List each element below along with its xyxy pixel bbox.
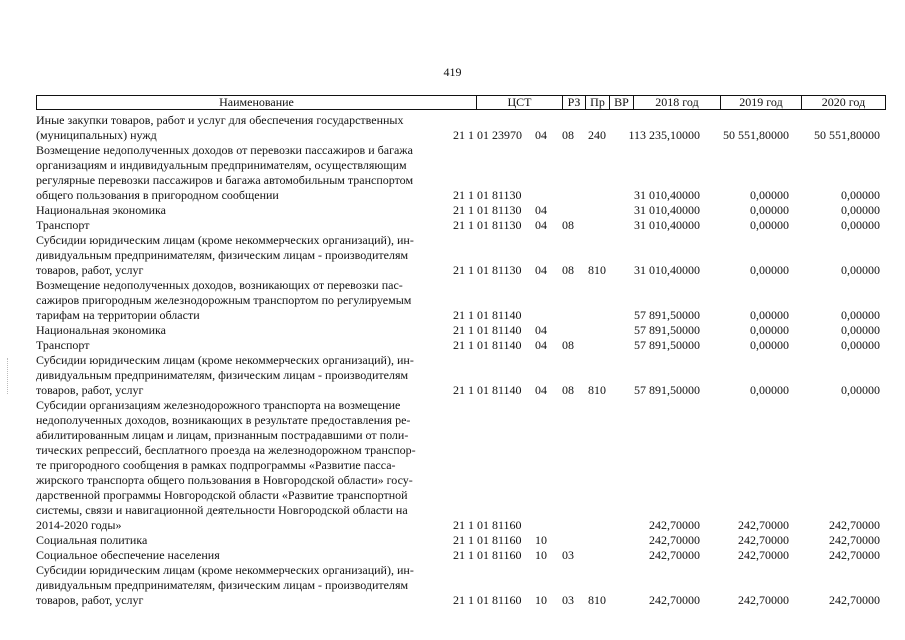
header-rz: РЗ (563, 96, 586, 109)
row-name: Возмещение недополученных доходов от перевозки пассажиров и багажа организациям и индивидуальным предпринимателям, осуществляющим регулярные перевозки пассажиров и багажа автомобильным транспортом общего пользования в пригородном сообщении (36, 143, 414, 202)
row-y2019: 0,00000 (750, 188, 789, 202)
table-row (36, 233, 886, 278)
row-cst: 21 1 01 81140 (453, 308, 522, 322)
header-2018: 2018 год (634, 96, 721, 109)
row-y2019: 0,00000 (750, 338, 789, 352)
row-y2018: 242,70000 (649, 518, 700, 532)
table-row (36, 398, 886, 533)
row-rz: 04 (535, 338, 547, 352)
row-pr: 08 (562, 383, 574, 397)
page-number: 419 (443, 65, 462, 79)
row-cst: 21 1 01 81130 (453, 218, 522, 232)
row-y2019: 0,00000 (750, 203, 789, 217)
row-name: Субсидии юридическим лицам (кроме некоммерческих организаций), ин- дивидуальным предпринимателям, физическим лицам - производителям товаров, работ, услуг (36, 353, 414, 397)
table-row (36, 113, 886, 143)
row-pr: 08 (562, 128, 574, 142)
header-cst: ЦСТ (477, 96, 563, 109)
row-name: Транспорт (36, 338, 90, 352)
row-y2018: 57 891,50000 (634, 383, 700, 397)
row-rz: 04 (535, 128, 547, 142)
row-y2018: 242,70000 (649, 533, 700, 547)
row-y2019: 242,70000 (738, 548, 789, 562)
header-2019: 2019 год (721, 96, 802, 109)
row-pr: 08 (562, 218, 574, 232)
row-pr: 08 (562, 263, 574, 277)
row-cst: 21 1 01 81130 (453, 263, 522, 277)
row-pr: 03 (562, 548, 574, 562)
table-row (36, 548, 886, 563)
row-cst: 21 1 01 23970 (453, 128, 522, 142)
table-header (36, 95, 886, 110)
row-cst: 21 1 01 81140 (453, 338, 522, 352)
table-row (36, 533, 886, 548)
row-cst: 21 1 01 81160 (453, 548, 522, 562)
row-y2018: 242,70000 (649, 593, 700, 607)
row-name: Субсидии организациям железнодорожного транспорта на возмещение недополученных доходов, возникающих в результате предоставления ре- абилитированным лицам и лицам, признанным пострадавшими от поли- тических репрессий, бесплатного проезда на железнодорожном транспор- те пригородного сообщения в рамках подпрограммы «Развитие пасса- жирского транспорта общего пользования в Новгородской области» госу- дарственной программы Новгородской области «Развитие транспортной системы, связи и навигационной деятельности Новгородской области на 2014-2020 годы» (36, 398, 416, 532)
table-body (36, 113, 886, 608)
margin-mark (7, 358, 9, 394)
row-y2019: 242,70000 (738, 593, 789, 607)
row-name: Субсидии юридическим лицам (кроме некоммерческих организаций), ин- дивидуальным предпринимателям, физическим лицам - производителям товаров, работ, услуг (36, 563, 414, 607)
table-row (36, 218, 886, 233)
row-rz: 04 (535, 218, 547, 232)
row-y2018: 57 891,50000 (634, 308, 700, 322)
table-row (36, 323, 886, 338)
row-vr: 810 (588, 593, 606, 607)
row-name: Транспорт (36, 218, 90, 232)
row-y2020: 0,00000 (841, 308, 880, 322)
row-rz: 04 (535, 323, 547, 337)
row-pr: 03 (562, 593, 574, 607)
row-cst: 21 1 01 81140 (453, 323, 522, 337)
row-y2019: 242,70000 (738, 518, 789, 532)
row-y2020: 0,00000 (841, 323, 880, 337)
row-y2019: 0,00000 (750, 218, 789, 232)
row-name: Национальная экономика (36, 323, 166, 337)
header-2020: 2020 год (821, 96, 866, 109)
row-vr: 240 (588, 128, 606, 142)
row-y2019: 50 551,80000 (723, 128, 789, 142)
row-vr: 810 (588, 263, 606, 277)
table-row (36, 353, 886, 398)
row-y2020: 242,70000 (829, 518, 880, 532)
row-name: Социальное обеспечение населения (36, 548, 220, 562)
table-row (36, 278, 886, 323)
row-rz: 04 (535, 263, 547, 277)
row-cst: 21 1 01 81130 (453, 188, 522, 202)
row-name: Социальная политика (36, 533, 148, 547)
row-cst: 21 1 01 81160 (453, 518, 522, 532)
row-y2020: 0,00000 (841, 188, 880, 202)
row-name: Иные закупки товаров, работ и услуг для обеспечения государственных (муниципальных) нужд (36, 113, 404, 142)
row-name: Субсидии юридическим лицам (кроме некоммерческих организаций), ин- дивидуальным предпринимателям, физическим лицам - производителям товаров, работ, услуг (36, 233, 414, 277)
row-y2018: 31 010,40000 (634, 218, 700, 232)
header-name: Наименование (37, 96, 477, 109)
row-cst: 21 1 01 81160 (453, 593, 522, 607)
row-y2018: 31 010,40000 (634, 203, 700, 217)
row-pr: 08 (562, 338, 574, 352)
row-y2018: 113 235,10000 (628, 128, 700, 142)
row-vr: 810 (588, 383, 606, 397)
row-y2020: 0,00000 (841, 338, 880, 352)
row-y2018: 57 891,50000 (634, 323, 700, 337)
row-y2020: 0,00000 (841, 203, 880, 217)
header-pr: Пр (586, 96, 610, 109)
row-name: Возмещение недополученных доходов, возникающих от перевозки пас- сажиров пригородным железнодорожным транспортом по регулируемым тарифам на территории области (36, 278, 412, 322)
table-row (36, 563, 886, 608)
row-cst: 21 1 01 81130 (453, 203, 522, 217)
row-y2018: 57 891,50000 (634, 338, 700, 352)
row-rz: 04 (535, 383, 547, 397)
row-y2020: 0,00000 (841, 263, 880, 277)
row-y2018: 31 010,40000 (634, 263, 700, 277)
table-row (36, 203, 886, 218)
row-name: Национальная экономика (36, 203, 166, 217)
row-y2019: 0,00000 (750, 323, 789, 337)
row-y2020: 0,00000 (841, 383, 880, 397)
row-y2018: 242,70000 (649, 548, 700, 562)
row-y2020: 242,70000 (829, 593, 880, 607)
table-row (36, 143, 886, 203)
row-rz: 10 (535, 533, 547, 547)
row-rz: 04 (535, 203, 547, 217)
row-y2020: 242,70000 (829, 533, 880, 547)
row-y2019: 242,70000 (738, 533, 789, 547)
row-cst: 21 1 01 81160 (453, 533, 522, 547)
row-y2019: 0,00000 (750, 383, 789, 397)
row-y2019: 0,00000 (750, 308, 789, 322)
row-cst: 21 1 01 81140 (453, 383, 522, 397)
table-row (36, 338, 886, 353)
header-vr: ВР (610, 96, 634, 109)
row-y2018: 31 010,40000 (634, 188, 700, 202)
row-y2019: 0,00000 (750, 263, 789, 277)
row-y2020: 50 551,80000 (814, 128, 880, 142)
row-y2020: 0,00000 (841, 218, 880, 232)
row-y2020: 242,70000 (829, 548, 880, 562)
row-rz: 10 (535, 593, 547, 607)
row-rz: 10 (535, 548, 547, 562)
